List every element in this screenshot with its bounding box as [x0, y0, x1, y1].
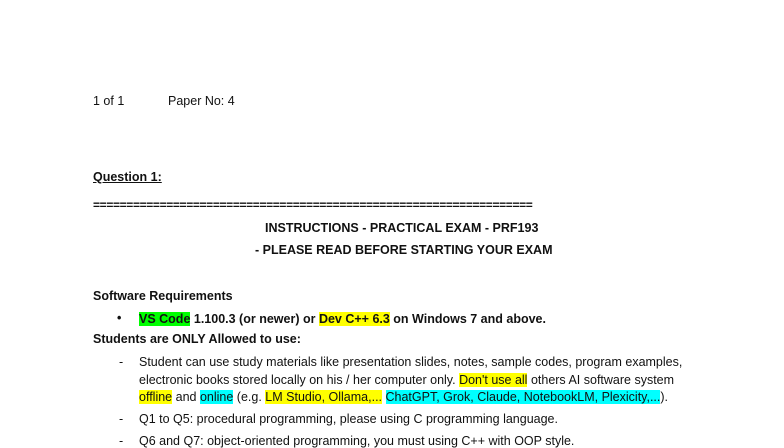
question-title: Question 1:	[93, 170, 162, 184]
paper-number: Paper No: 4	[168, 94, 235, 108]
text-segment: and	[172, 390, 200, 404]
allowed-item-1-line-1: Student can use study materials like presentation slides, notes, sample codes, program examples,	[139, 355, 683, 369]
text-segment	[382, 390, 385, 404]
vscode-version: 1.100.3 (or newer) or	[190, 312, 319, 326]
separator-line: ==================================================================	[93, 198, 533, 212]
instructions-subtitle: - PLEASE READ BEFORE STARTING YOUR EXAM	[255, 243, 553, 257]
allowed-item-1-line-3	[139, 390, 668, 404]
devcpp-label: Dev C++ 6.3	[318, 312, 390, 326]
software-heading: Software Requirements	[93, 289, 233, 303]
text-segment: (e.g.	[233, 390, 266, 404]
os-requirement: on Windows 7 and above.	[389, 312, 546, 326]
software-requirement	[139, 312, 546, 326]
highlight-online: online	[199, 390, 234, 404]
bullet-icon: •	[117, 311, 122, 325]
page-indicator: 1 of 1	[93, 94, 125, 108]
highlight-dont-use: Don't use all	[459, 373, 528, 387]
dash-bullet: -	[119, 412, 124, 426]
allowed-item-3: Q6 and Q7: object-oriented programming, you must using C++ with OOP style.	[139, 434, 575, 448]
allowed-item-2: Q1 to Q5: procedural programming, please using C programming language.	[139, 412, 558, 426]
dash-bullet: -	[119, 355, 124, 369]
text-segment: ).	[660, 390, 669, 404]
dash-bullet: -	[119, 434, 124, 448]
allowed-heading: Students are ONLY Allowed to use:	[93, 332, 301, 346]
instructions-title: INSTRUCTIONS - PRACTICAL EXAM - PRF193	[265, 221, 539, 235]
vscode-label: VS Code	[139, 312, 191, 326]
highlight-offline-tools: LM Studio, Ollama,...	[265, 390, 383, 404]
text-segment: electronic books stored locally on his / her computer only.	[139, 373, 460, 387]
highlight-online-tools: ChatGPT, Grok, Claude, NotebookLM, Plexicity,...	[385, 390, 661, 404]
highlight-offline: offline	[139, 390, 173, 404]
text-segment: others AI software system	[527, 373, 675, 387]
allowed-item-1-line-2	[139, 373, 674, 387]
